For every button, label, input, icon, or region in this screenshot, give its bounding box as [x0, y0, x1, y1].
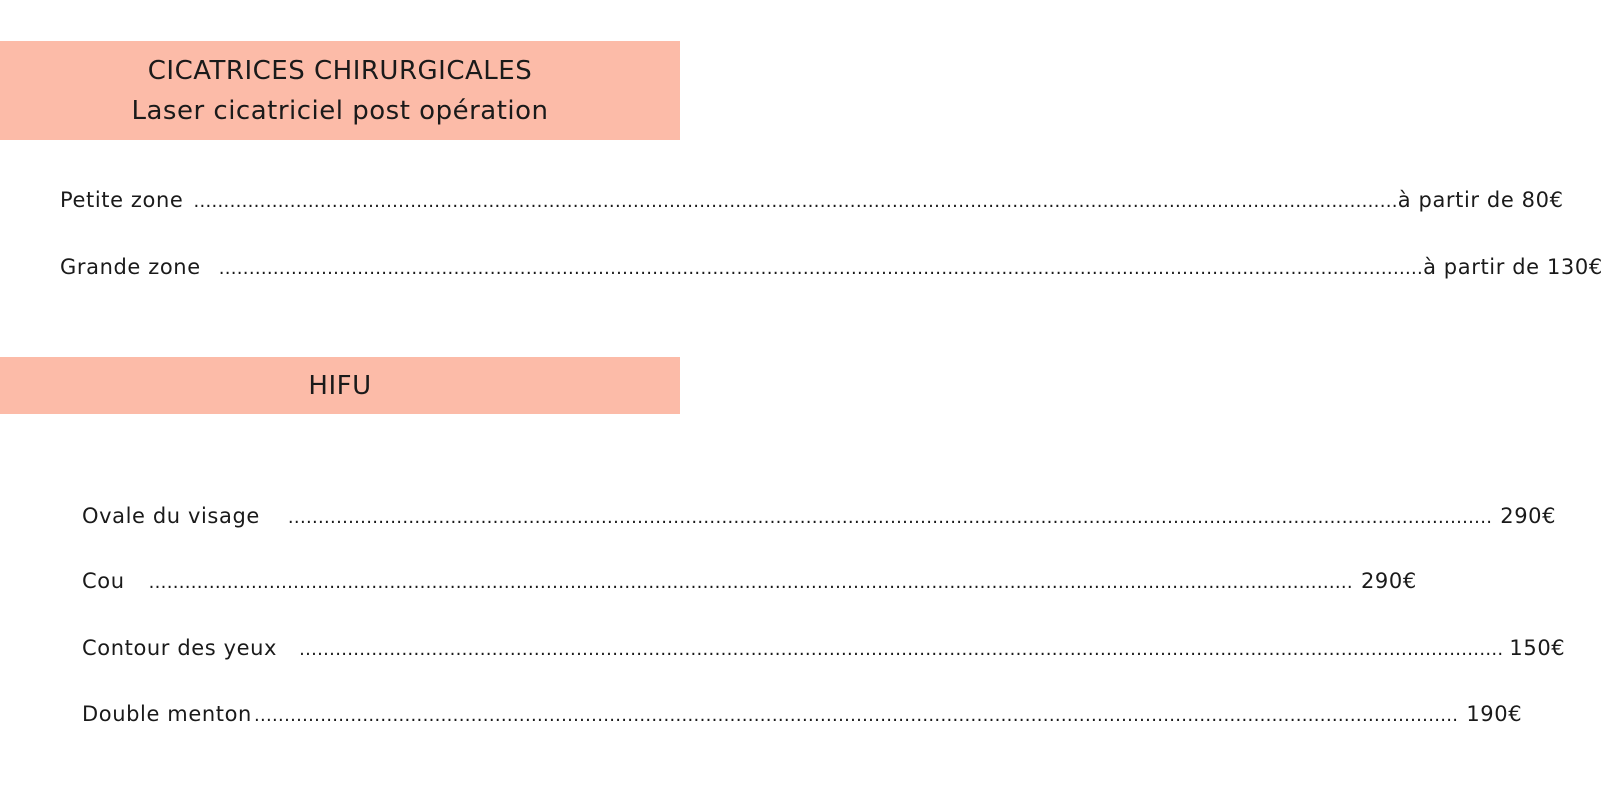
item-price: à partir de 130€: [1423, 255, 1603, 279]
dot-leader: ........................................................................................................................................................................................................: [287, 507, 1493, 528]
item-price: 290€: [1500, 504, 1557, 528]
dot-leader: ........................................................................................................................................................................................................: [299, 639, 1504, 660]
item-label: Cou: [82, 569, 125, 593]
item-price: 150€: [1509, 636, 1566, 660]
price-row-ovale-du-visage: [82, 504, 1557, 528]
item-label: Petite zone: [60, 188, 184, 212]
item-price: à partir de 80€: [1397, 188, 1564, 212]
item-price: 190€: [1466, 702, 1523, 726]
section-header-cicatrices: [0, 41, 680, 140]
dot-leader: ........................................................................................................................................................................................................: [148, 572, 1353, 593]
dot-leader: ........................................................................................................................................................................................................: [218, 258, 1424, 279]
price-row-petite-zone: [60, 188, 1564, 212]
price-row-grande-zone: [60, 255, 1603, 279]
item-label: Ovale du visage: [82, 504, 260, 528]
price-row-cou: [82, 569, 1417, 593]
item-price: 290€: [1360, 569, 1417, 593]
price-row-double-menton: [82, 702, 1523, 726]
dot-leader: ........................................................................................................................................................................................................: [193, 191, 1398, 212]
section-subtitle: Laser cicatriciel post opération: [131, 95, 549, 126]
section-header-hifu: [0, 357, 680, 414]
dot-leader: ........................................................................................................................................................................................................: [253, 705, 1459, 726]
item-label: Grande zone: [60, 255, 201, 279]
section-title: HIFU: [308, 370, 372, 401]
item-label: Contour des yeux: [82, 636, 278, 660]
section-title: CICATRICES CHIRURGICALES: [147, 55, 533, 86]
price-row-contour-des-yeux: [82, 636, 1566, 660]
item-label: Double menton: [82, 702, 252, 726]
